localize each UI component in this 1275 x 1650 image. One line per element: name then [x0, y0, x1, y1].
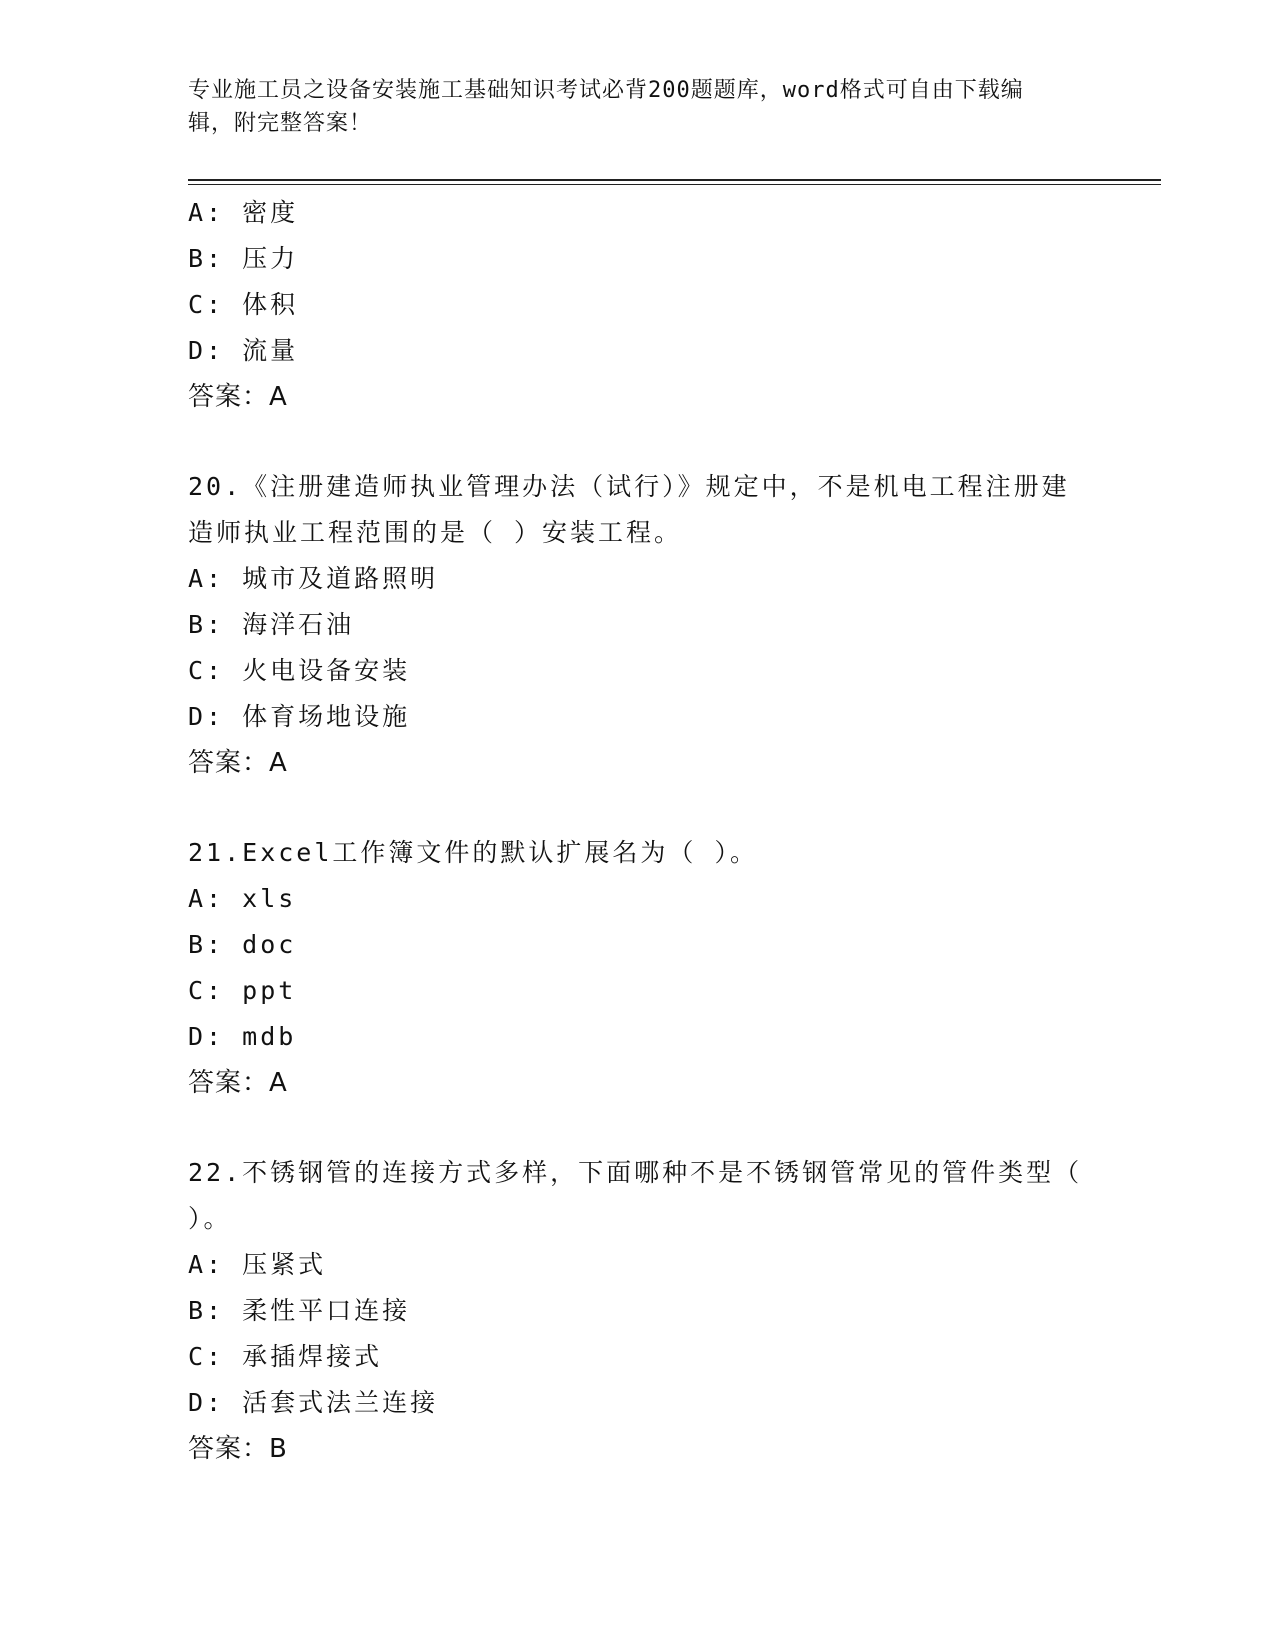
question-20: [188, 464, 1088, 786]
option-a: A: xls: [188, 884, 297, 913]
option-d: D: 体育场地设施: [188, 702, 411, 731]
question-stem: 20.《注册建造师执业管理办法（试行）》规定中，不是机电工程注册建造师执业工程范围的是（ ）安装工程。: [188, 472, 1070, 547]
option-c: C: ppt: [188, 976, 297, 1005]
answer-label: 答案：A: [188, 382, 288, 412]
question-stem: 21.Excel工作簿文件的默认扩展名为（ ）。: [188, 838, 758, 867]
option-b: B: 海洋石油: [188, 610, 355, 639]
option-a: A: 压紧式: [188, 1250, 327, 1279]
option-b: B: 压力: [188, 244, 299, 273]
question-21: [188, 830, 1088, 1106]
option-d: D: 流量: [188, 336, 299, 365]
option-a: A: 密度: [188, 198, 299, 227]
question-list: [188, 190, 1088, 1472]
option-b: B: doc: [188, 930, 297, 959]
answer-label: 答案：A: [188, 1068, 288, 1098]
question-22: [188, 1150, 1088, 1472]
question-19-continued: [188, 190, 1088, 420]
option-c: C: 承插焊接式: [188, 1342, 383, 1371]
answer-label: 答案：A: [188, 748, 288, 778]
option-c: C: 体积: [188, 290, 299, 319]
option-a: A: 城市及道路照明: [188, 564, 439, 593]
option-d: D: mdb: [188, 1022, 297, 1051]
document-header: 专业施工员之设备安装施工基础知识考试必背200题题库，word格式可自由下载编辑，附完整答案！: [188, 78, 1024, 136]
option-b: B: 柔性平口连接: [188, 1296, 411, 1325]
answer-label: 答案：B: [188, 1434, 288, 1464]
option-c: C: 火电设备安装: [188, 656, 411, 685]
header-divider: [188, 179, 1161, 185]
question-stem: 22.不锈钢管的连接方式多样，下面哪种不是不锈钢管常见的管件类型（ ）。: [188, 1158, 1083, 1233]
option-d: D: 活套式法兰连接: [188, 1388, 439, 1417]
